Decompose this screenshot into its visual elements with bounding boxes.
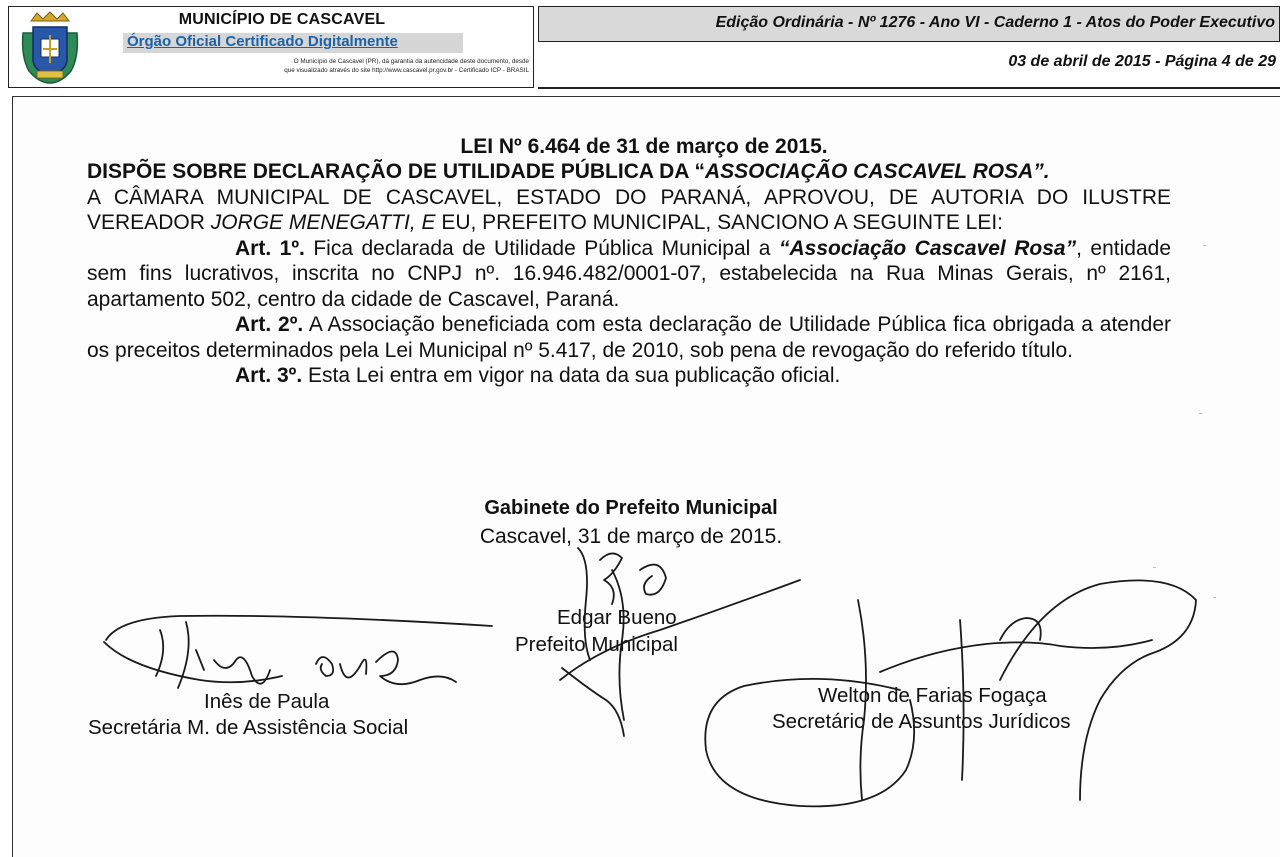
mayor-role: Prefeito Municipal (515, 633, 678, 656)
scanned-law-page (12, 96, 1280, 857)
article-3-label: Art. 3º. (235, 364, 303, 387)
date-page-info: 03 de abril de 2015 - Página 4 de 29 (1008, 53, 1276, 70)
legal-secretary-name: Welton de Farias Fogaça (818, 684, 1047, 707)
place-and-date: Cascavel, 31 de março de 2015. (479, 525, 783, 548)
article-1-entity: “Associação Cascavel Rosa” (778, 236, 1077, 260)
municipal-coat-of-arms-icon (19, 11, 81, 85)
certification-note (89, 57, 529, 75)
mayor-name: Edgar Bueno (557, 606, 677, 629)
official-organ-link[interactable]: Órgão Oficial Certificado Digitalmente (127, 33, 398, 50)
author-name: JORGE MENEGATTI, E (210, 211, 436, 234)
article-1: Art. 1º. Fica declarada de Utilidade Pública Municipal a “Associação Cascavel Rosa”, entidade sem fins lucrativos, inscrita no CNPJ nº. 16.946.482/0001-07, estabelecida na Rua Minas Gerais, nº 2161, apartamento 502, centro da cidade de Cascavel, Paraná. (87, 236, 1172, 311)
cabinet-heading: Gabinete do Prefeito Municipal (484, 497, 778, 519)
social-secretary-name: Inês de Paula (204, 690, 330, 713)
law-ementa: DISPÕE SOBRE DECLARAÇÃO DE UTILIDADE PÚBLICA DA “ASSOCIAÇÃO CASCAVEL ROSA”. (87, 160, 1050, 183)
publisher-header (8, 6, 534, 88)
association-name: ASSOCIAÇÃO CASCAVEL ROSA (704, 160, 1034, 183)
article-3: Art. 3º. Esta Lei entra em vigor na data da sua publicação oficial. (235, 364, 841, 387)
certification-line-1: O Município de Cascavel (PR), dá garantia da autencidade deste documento, desde (293, 58, 529, 65)
article-2-label: Art. 2º. (235, 313, 304, 336)
header-divider (538, 87, 1280, 89)
social-secretary-role: Secretária M. de Assistência Social (88, 716, 409, 739)
law-title: LEI Nº 6.464 de 31 de março de 2015. (460, 135, 828, 158)
law-preamble: A CÂMARA MUNICIPAL DE CASCAVEL, ESTADO DO PARANÁ, APROVOU, DE AUTORIA DO ILUSTRE VEREADOR JORGE MENEGATTI, E EU, PREFEITO MUNICIPAL, SANCIONO A SEGUINTE LEI: (87, 185, 1171, 234)
article-1-label: Art. 1º. (235, 236, 305, 260)
law-body (87, 159, 1171, 389)
certification-line-2: que visualizado através do site http://www.cascavel.pr.gov.br - Certificado ICP - BRASIL (284, 67, 529, 74)
edition-info: Edição Ordinária - Nº 1276 - Ano VI - Caderno 1 - Atos do Poder Executivo (715, 14, 1275, 31)
legal-secretary-role: Secretário de Assuntos Jurídicos (772, 710, 1071, 733)
edition-header (538, 6, 1280, 88)
edition-bar (538, 6, 1280, 42)
article-2: Art. 2º. A Associação beneficiada com esta declaração de Utilidade Pública fica obrigada a atender os preceitos determinados pela Lei Municipal nº 5.417, de 2010, sob pena de revogação do referido título. (87, 313, 1171, 362)
municipality-name: MUNICÍPIO DE CASCAVEL (178, 11, 386, 28)
official-organ-banner (123, 33, 463, 53)
